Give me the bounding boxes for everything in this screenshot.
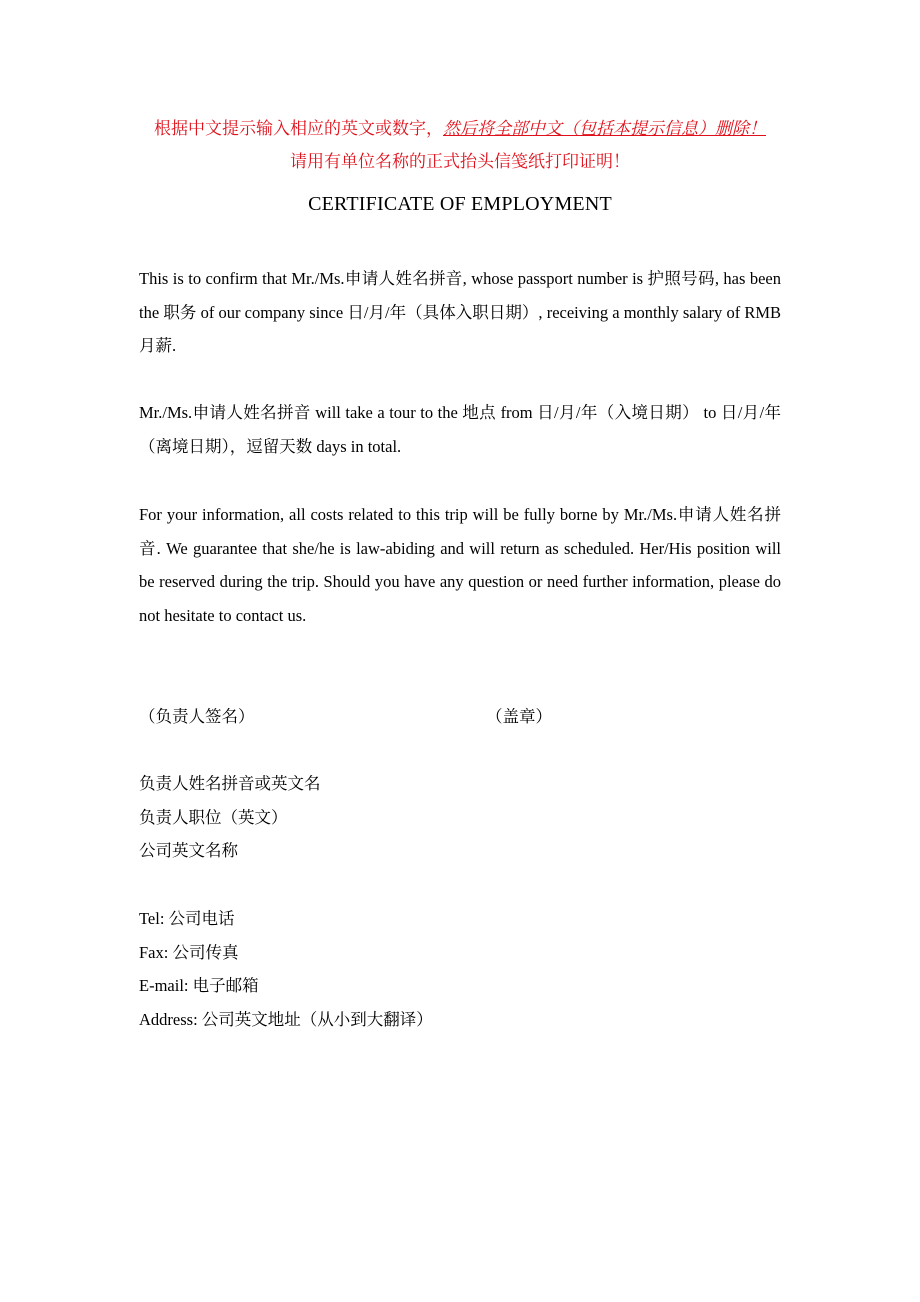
instruction-notice-line-2: 请用有单位名称的正式抬头信笺纸打印证明！: [290, 152, 630, 171]
fax-line: [139, 936, 781, 970]
seal-placeholder: （盖章）: [486, 707, 552, 726]
exit-date-placeholder: 日/月/年（离境日期）: [139, 403, 782, 456]
para1-text-3: , has been the: [139, 269, 781, 322]
signer-title: 负责人职位（英文）: [139, 807, 288, 827]
document-title: CERTIFICATE OF EMPLOYMENT: [308, 193, 612, 215]
para2-text-6: days in total.: [312, 436, 402, 456]
fax-label: Fax:: [139, 942, 169, 962]
para2-text-5: ，: [229, 436, 247, 456]
para1-text-5: , receiving a monthly salary of RMB: [538, 302, 782, 322]
para2-text-3: from: [496, 403, 538, 422]
stay-days-placeholder: 逗留天数: [246, 436, 313, 456]
address-label: Address:: [139, 1009, 198, 1029]
instruction-notice-plain: 根据中文提示输入相应的英文或数字，: [154, 119, 443, 138]
contact-block: [139, 902, 781, 1036]
address-line: [139, 1003, 781, 1037]
paragraph-guarantee: [139, 498, 781, 632]
employment-date-placeholder: 日/月/年（具体入职日期）: [347, 302, 539, 322]
applicant-name-placeholder: 申请人姓名拼音: [139, 505, 782, 558]
para1-text-6: .: [172, 336, 177, 355]
signature-line: [139, 700, 781, 733]
address-value: 公司英文地址（从小到大翻译）: [201, 1009, 433, 1029]
passport-number-placeholder: 护照号码: [647, 269, 715, 288]
fax-value: 公司传真: [172, 942, 239, 962]
signature-placeholder: （负责人签名）: [139, 707, 255, 726]
paragraph-employment: [139, 262, 781, 363]
salary-placeholder: 月薪: [139, 336, 172, 355]
para1-text-4: of our company since: [196, 302, 348, 322]
tel-line: [139, 902, 781, 936]
para2-text-4: to: [699, 403, 721, 422]
para2-text-1: Mr./Ms.: [139, 403, 193, 422]
entry-date-placeholder: 日/月/年（入境日期）: [537, 403, 699, 422]
email-value: 电子邮箱: [192, 976, 259, 996]
signer-block: [139, 767, 781, 868]
paragraph-trip: [139, 396, 781, 463]
para3-text-1: For your information, all costs related to this trip will be fully borne by Mr./Ms.: [139, 505, 678, 524]
destination-placeholder: 地点: [462, 403, 497, 422]
email-line: [139, 969, 781, 1003]
para2-text-2: will take a tour to the: [310, 403, 463, 422]
signer-name: 负责人姓名拼音或英文名: [139, 774, 321, 793]
applicant-name-placeholder: 申请人姓名拼音: [344, 269, 463, 288]
para1-text-1: This is to confirm that Mr./Ms.: [139, 269, 345, 288]
para3-text-2: . We guarantee that she/he is law-abiding and will return as scheduled. Her/His position will be reserved during the trip. Should you have any question or need further information, please do not hesitate to contact us.: [139, 538, 782, 625]
tel-label: Tel:: [139, 909, 165, 928]
instruction-notice-line-1: [0, 118, 920, 140]
position-placeholder: 职务: [163, 302, 197, 322]
applicant-name-placeholder: 申请人姓名拼音: [192, 403, 311, 422]
company-name: 公司英文名称: [139, 841, 238, 861]
para1-text-2: , whose passport number is: [462, 269, 648, 288]
instruction-notice-emphasis: 然后将全部中文（包括本提示信息）删除！: [443, 119, 766, 138]
tel-value: 公司电话: [168, 909, 235, 928]
email-label: E-mail:: [139, 976, 189, 996]
